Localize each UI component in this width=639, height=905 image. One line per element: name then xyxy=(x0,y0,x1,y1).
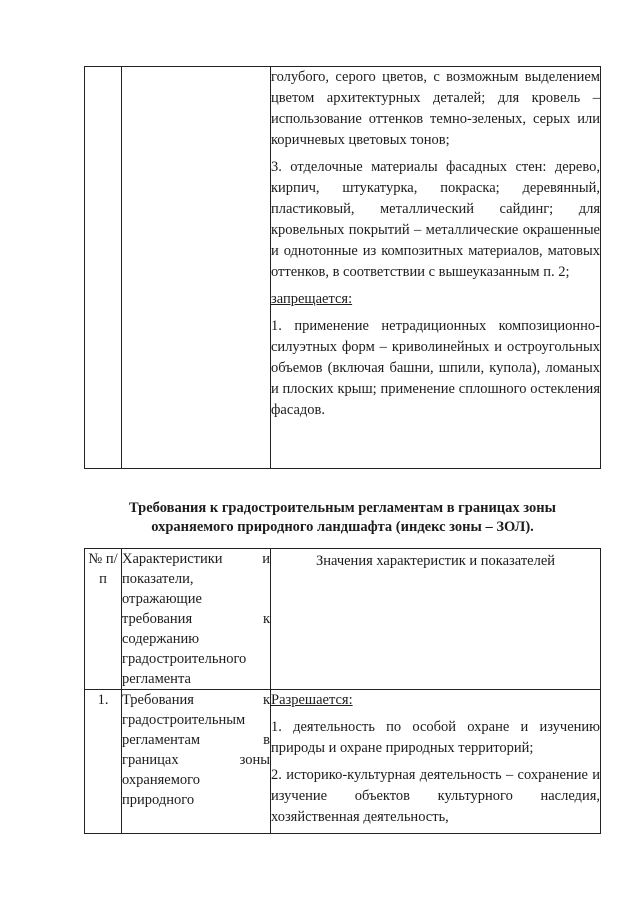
allowed-label: Разрешается: xyxy=(271,692,353,708)
finishing-materials-paragraph: 3. отделочные материалы фасадных стен: дерево, кирпич, штукатурка, покраска; деревянный, пластиковый, металлический сайдинг; для кровельных покрытий – металлические окрашенные и однотонные из композитных материалов, матовых оттенков, в соответствии с вышеуказанным п. 2; xyxy=(271,159,600,280)
section-heading-line1: Требования к градостроительным регламентам в границах зоны xyxy=(129,500,556,516)
prohibited-label: запрещается: xyxy=(271,291,353,307)
section-heading xyxy=(84,499,601,537)
section-heading-line2: охраняемого природного ландшафта (индекс зоны – ЗОЛ). xyxy=(151,519,534,535)
row-number: 1. xyxy=(85,690,122,834)
values-cell xyxy=(271,67,601,469)
header-number: № п/п xyxy=(85,549,122,690)
colors-paragraph: голубого, серого цветов, с возможным выделением цветом архитектурных деталей; для кровель – использование оттенков темно-зеленых, серых или коричневых цветовых тонов; xyxy=(271,69,600,148)
requirements-table-continued xyxy=(84,66,601,469)
table-header-row xyxy=(85,549,601,690)
prohibited-forms-paragraph: 1. применение нетрадиционных композиционно-силуэтных форм – криволинейных и остроугольных объемов (включая башни, шпили, купола), ломаных и плоских крыш; применение сплошного остекления фасадов. xyxy=(271,318,600,418)
table-row xyxy=(85,690,601,834)
row-values xyxy=(271,690,601,834)
row-characteristics: Требования к градостроительным регламентам в границах зоны охраняемого природного xyxy=(122,690,271,834)
allowed-item-1: 1. деятельность по особой охране и изучению природы и охране природных территорий; xyxy=(271,719,600,756)
header-characteristics: Характеристики и показатели, отражающие требования к содержанию градостроительного регламента xyxy=(122,549,271,690)
characteristics-cell-empty xyxy=(122,67,271,469)
zol-requirements-table xyxy=(84,548,601,834)
number-cell-empty xyxy=(85,67,122,469)
allowed-item-2: 2. историко-культурная деятельность – сохранение и изучение объектов культурного наследия, хозяйственная деятельность, xyxy=(271,767,600,825)
header-values: Значения характеристик и показателей xyxy=(271,549,601,690)
